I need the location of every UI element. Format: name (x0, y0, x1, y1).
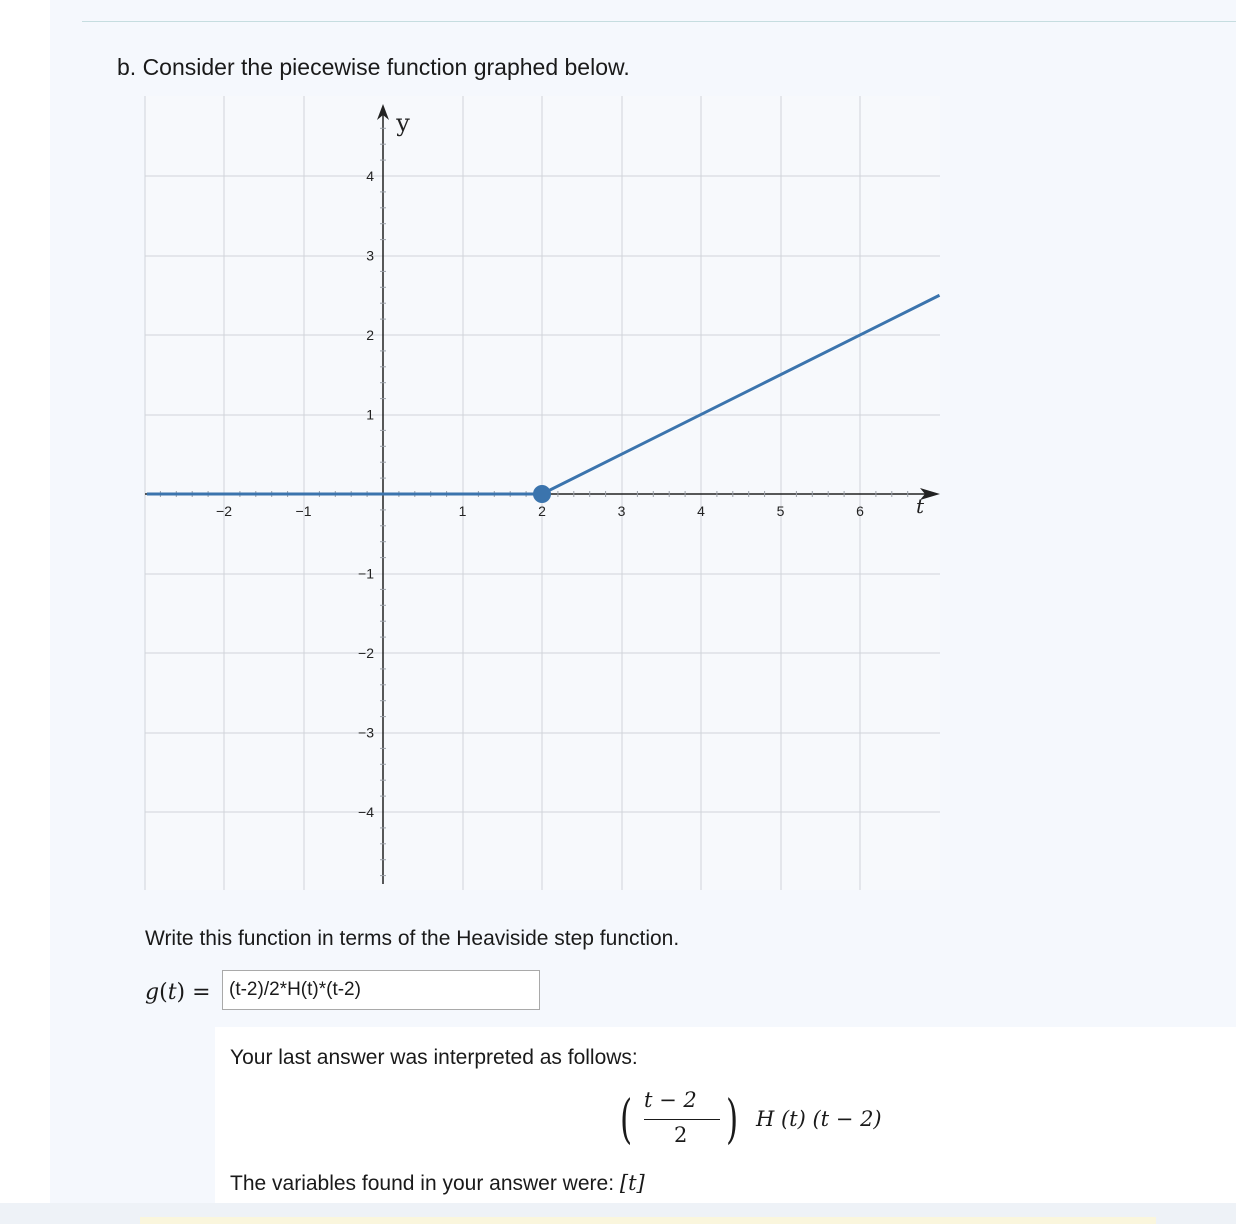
left-paren: ( (620, 1090, 633, 1150)
x-tick-label: 3 (617, 503, 626, 519)
x-axis-label: t (915, 494, 925, 518)
answer-label-variable: t (167, 980, 177, 1005)
bottom-strip (140, 1217, 1156, 1224)
y-tick-label: −4 (358, 804, 374, 820)
right-paren: ) (726, 1090, 739, 1150)
answer-label-function: g (145, 980, 160, 1005)
series-point (534, 486, 550, 502)
x-tick-label: 2 (538, 503, 546, 519)
y-tick-label: 1 (366, 406, 374, 423)
fraction-denominator: 2 (674, 1123, 688, 1147)
feedback-intro: Your last answer was interpreted as follows: (230, 1046, 638, 1069)
variables-found (230, 1171, 645, 1196)
interpreted-rest: H (t) (t − 2) (756, 1107, 882, 1131)
y-tick-label: −2 (358, 645, 374, 661)
instruction-text: Write this function in terms of the Heaviside step function. (145, 927, 680, 950)
variables-prefix: The variables found in your answer were: (230, 1172, 615, 1195)
y-tick-label: 3 (366, 247, 374, 264)
fraction-bar (644, 1119, 720, 1120)
y-tick-label: −3 (358, 724, 374, 741)
variables-value: [t] (619, 1171, 645, 1195)
x-tick-label: 5 (776, 503, 785, 519)
x-tick-label: −1 (295, 503, 312, 519)
y-tick-label: 2 (366, 327, 374, 343)
question-prompt: b. Consider the piecewise function graphed below. (117, 54, 630, 80)
x-tick-label: −2 (216, 503, 232, 519)
y-tick-label: 4 (366, 168, 374, 184)
answer-input[interactable] (222, 970, 540, 1010)
answer-feedback (215, 1027, 1236, 1203)
answer-label: g(t) = (145, 980, 211, 1005)
fraction-numerator: t − 2 (644, 1088, 697, 1112)
x-tick-label: 1 (458, 503, 467, 519)
y-axis-label: y (396, 109, 410, 137)
y-tick-label: −1 (358, 565, 374, 582)
x-tick-label: 4 (697, 503, 705, 519)
x-tick-label: 6 (856, 503, 864, 519)
